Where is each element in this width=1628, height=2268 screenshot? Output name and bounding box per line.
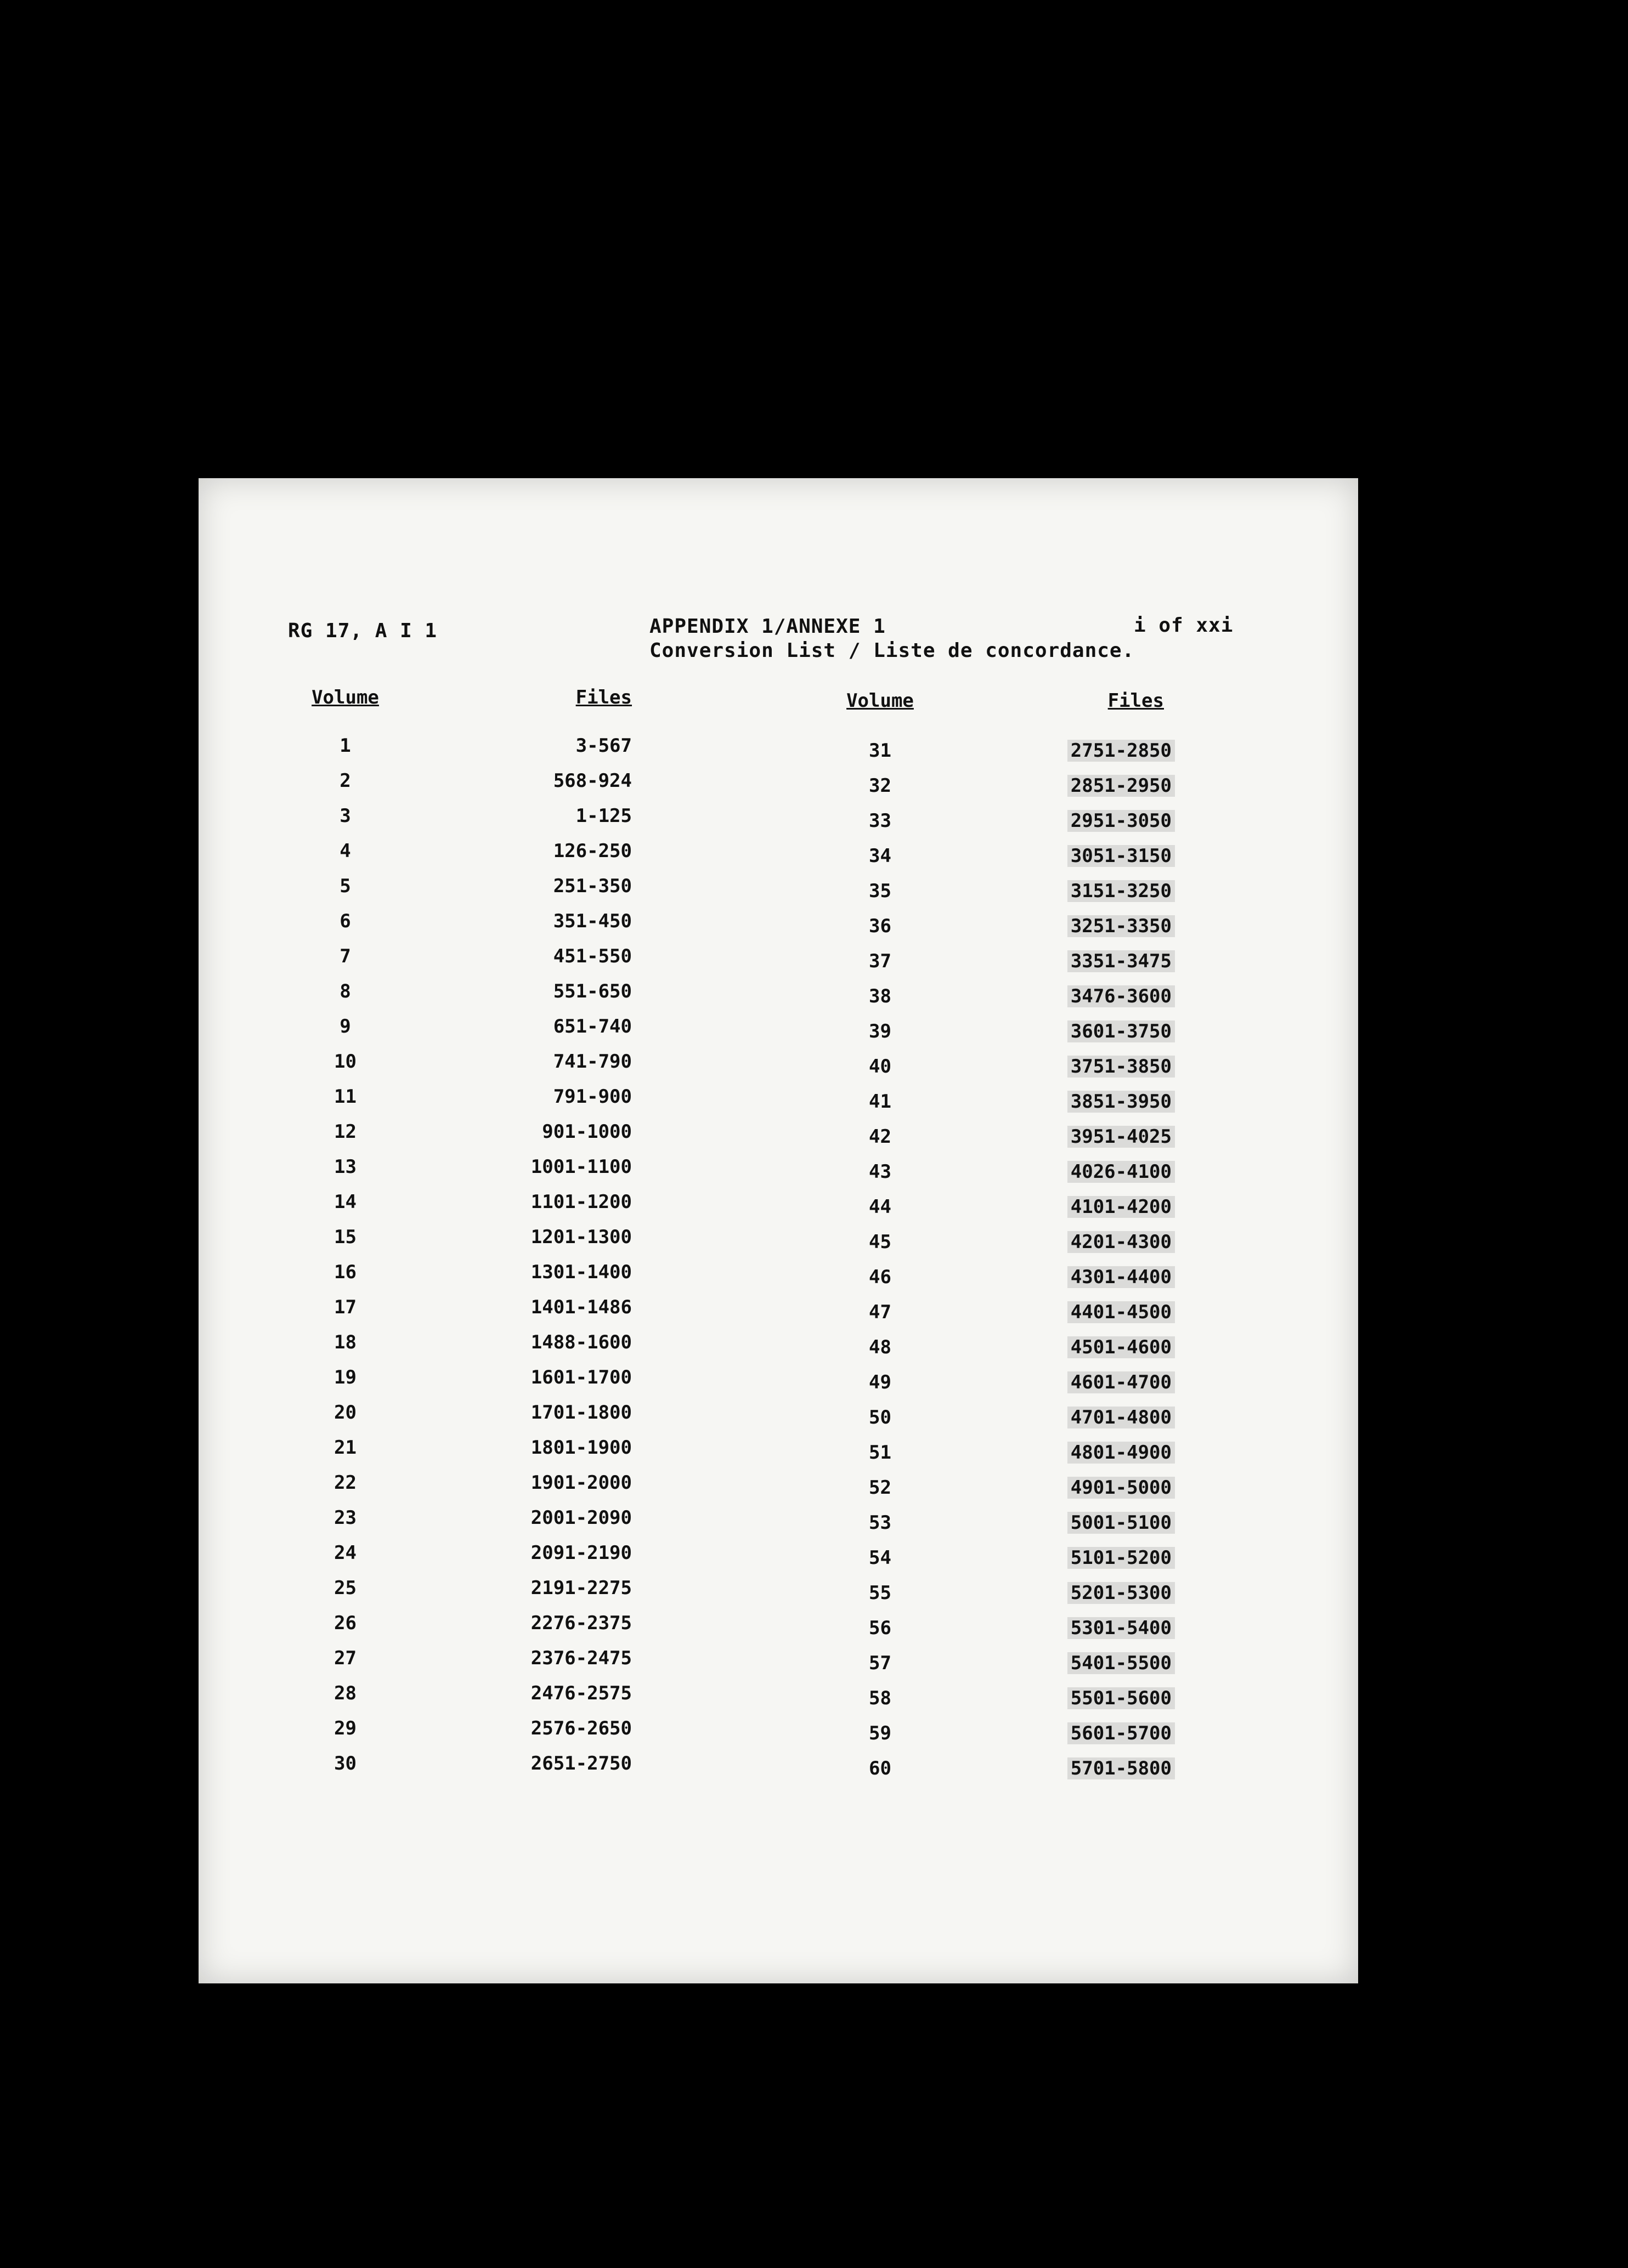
file-range: 901-1000: [542, 1121, 632, 1143]
file-range: [1010, 1365, 1175, 1400]
volume-number: 12: [334, 1121, 357, 1143]
volume-number: 5: [340, 875, 351, 897]
volume-number: 22: [334, 1472, 357, 1494]
list-subtitle: Conversion List / Liste de concordance.: [649, 639, 1135, 662]
file-range-text: 4501-4600: [1067, 1336, 1175, 1358]
file-range: [1010, 1014, 1175, 1049]
volume-number: 24: [334, 1542, 357, 1564]
file-range: [1010, 1189, 1175, 1224]
file-range: [1010, 1611, 1175, 1646]
file-range: [1010, 1575, 1175, 1611]
file-range-text: 5001-5100: [1067, 1512, 1175, 1534]
file-range: [1010, 1681, 1175, 1716]
file-range: [1010, 944, 1175, 979]
file-range: 451-550: [553, 945, 632, 967]
file-range: [1010, 1505, 1175, 1540]
file-range: [1010, 803, 1175, 838]
volume-number: 56: [869, 1617, 891, 1639]
volume-number: 36: [869, 915, 891, 937]
file-range: 1001-1100: [530, 1156, 632, 1178]
files-list-left: [495, 728, 632, 1781]
file-range: [1010, 838, 1175, 874]
file-range-text: 3476-3600: [1067, 985, 1175, 1007]
volume-list-left: [308, 728, 382, 1781]
volume-number: 29: [334, 1717, 357, 1739]
file-range: 2576-2650: [530, 1717, 632, 1739]
file-range: [1010, 874, 1175, 909]
volume-column-header-left: Volume: [312, 687, 379, 708]
volume-number: 23: [334, 1507, 357, 1529]
file-range: 3-567: [575, 735, 632, 757]
file-range: 1201-1300: [530, 1226, 632, 1248]
volume-number: 34: [869, 845, 891, 867]
volume-number: 14: [334, 1191, 357, 1213]
file-range: 2001-2090: [530, 1507, 632, 1529]
volume-number: 6: [340, 910, 351, 932]
file-range-text: 2751-2850: [1067, 740, 1175, 762]
file-range-text: 5201-5300: [1067, 1582, 1175, 1604]
file-range-text: 4201-4300: [1067, 1231, 1175, 1253]
file-range: [1010, 1224, 1175, 1260]
volume-number: 60: [869, 1757, 891, 1779]
volume-number: 50: [869, 1407, 891, 1428]
volume-number: 35: [869, 880, 891, 902]
volume-number: 30: [334, 1753, 357, 1774]
file-range-text: 3951-4025: [1067, 1126, 1175, 1148]
volume-number: 15: [334, 1226, 357, 1248]
files-column-header-right: Files: [1107, 690, 1164, 712]
file-range: [1010, 1716, 1175, 1751]
file-range-text: 4801-4900: [1067, 1442, 1175, 1464]
volume-number: 54: [869, 1547, 891, 1569]
file-range-text: 5101-5200: [1067, 1547, 1175, 1569]
file-range: 791-900: [553, 1086, 632, 1108]
volume-number: 32: [869, 775, 891, 797]
file-range-text: 4401-4500: [1067, 1301, 1175, 1323]
file-range-text: 3601-3750: [1067, 1020, 1175, 1042]
file-range: 2651-2750: [530, 1753, 632, 1774]
file-range: 568-924: [553, 770, 632, 792]
file-range: [1010, 979, 1175, 1014]
file-range: [1010, 1154, 1175, 1189]
volume-number: 20: [334, 1402, 357, 1424]
volume-number: 41: [869, 1091, 891, 1113]
file-range: 1-125: [575, 805, 632, 827]
file-range: [1010, 1540, 1175, 1575]
file-range-text: 3351-3475: [1067, 950, 1175, 972]
file-range: 1101-1200: [530, 1191, 632, 1213]
file-range: 2476-2575: [530, 1682, 632, 1704]
file-range: [1010, 733, 1175, 768]
file-range-text: 4301-4400: [1067, 1266, 1175, 1288]
appendix-title: APPENDIX 1/ANNEXE 1: [649, 615, 886, 638]
file-range: 2376-2475: [530, 1647, 632, 1669]
file-range-text: 4026-4100: [1067, 1161, 1175, 1183]
file-range: [1010, 1330, 1175, 1365]
volume-number: 33: [869, 810, 891, 832]
file-range-text: 4101-4200: [1067, 1196, 1175, 1218]
page-number: i of xxi: [1134, 614, 1234, 637]
file-range-text: 4601-4700: [1067, 1371, 1175, 1393]
file-range: 1701-1800: [530, 1402, 632, 1424]
file-range: 1601-1700: [530, 1367, 632, 1388]
volume-number: 38: [869, 985, 891, 1007]
file-range-text: 5301-5400: [1067, 1617, 1175, 1639]
volume-number: 11: [334, 1086, 357, 1108]
volume-column-header-right: Volume: [846, 690, 914, 712]
volume-number: 18: [334, 1331, 357, 1353]
files-list-right: [1010, 733, 1175, 1786]
volume-number: 2: [340, 770, 351, 792]
volume-number: 10: [334, 1051, 357, 1073]
file-range: 741-790: [553, 1051, 632, 1073]
file-range: [1010, 1470, 1175, 1505]
file-range: [1010, 1400, 1175, 1435]
document-page: [199, 478, 1358, 1983]
volume-number: 52: [869, 1477, 891, 1499]
volume-number: 16: [334, 1261, 357, 1283]
volume-number: 47: [869, 1301, 891, 1323]
file-range-text: 2851-2950: [1067, 775, 1175, 797]
file-range: [1010, 1119, 1175, 1154]
volume-number: 17: [334, 1296, 357, 1318]
volume-number: 31: [869, 740, 891, 762]
file-range: 251-350: [553, 875, 632, 897]
file-range: [1010, 768, 1175, 803]
volume-number: 4: [340, 840, 351, 862]
volume-number: 8: [340, 980, 351, 1002]
file-range-text: 2951-3050: [1067, 810, 1175, 832]
file-range-text: 5701-5800: [1067, 1757, 1175, 1779]
file-range-text: 5501-5600: [1067, 1687, 1175, 1709]
file-range: [1010, 1084, 1175, 1119]
file-range-text: 3051-3150: [1067, 845, 1175, 867]
file-range: [1010, 1260, 1175, 1295]
volume-number: 7: [340, 945, 351, 967]
file-range: [1010, 909, 1175, 944]
file-range: 2091-2190: [530, 1542, 632, 1564]
file-range-text: 4701-4800: [1067, 1407, 1175, 1428]
file-range-text: 3251-3350: [1067, 915, 1175, 937]
volume-number: 27: [334, 1647, 357, 1669]
volume-number: 13: [334, 1156, 357, 1178]
file-range: [1010, 1435, 1175, 1470]
volume-list-right: [843, 733, 917, 1786]
volume-number: 26: [334, 1612, 357, 1634]
file-range-text: 5401-5500: [1067, 1652, 1175, 1674]
volume-number: 42: [869, 1126, 891, 1148]
file-range: 1301-1400: [530, 1261, 632, 1283]
volume-number: 59: [869, 1722, 891, 1744]
volume-number: 39: [869, 1020, 891, 1042]
file-range-text: 4901-5000: [1067, 1477, 1175, 1499]
file-range: 551-650: [553, 980, 632, 1002]
file-range-text: 3151-3250: [1067, 880, 1175, 902]
file-range-text: 3851-3950: [1067, 1091, 1175, 1113]
volume-number: 3: [340, 805, 351, 827]
record-group-reference: RG 17, A I 1: [288, 620, 438, 642]
volume-number: 51: [869, 1442, 891, 1464]
file-range: [1010, 1751, 1175, 1786]
volume-number: 48: [869, 1336, 891, 1358]
volume-number: 53: [869, 1512, 891, 1534]
file-range: [1010, 1646, 1175, 1681]
file-range: 2276-2375: [530, 1612, 632, 1634]
file-range: [1010, 1049, 1175, 1084]
file-range: [1010, 1295, 1175, 1330]
volume-number: 40: [869, 1056, 891, 1078]
file-range: 1401-1486: [530, 1296, 632, 1318]
files-column-header-left: Files: [575, 687, 632, 708]
volume-number: 44: [869, 1196, 891, 1218]
volume-number: 49: [869, 1371, 891, 1393]
file-range: 1488-1600: [530, 1331, 632, 1353]
volume-number: 9: [340, 1016, 351, 1037]
volume-number: 43: [869, 1161, 891, 1183]
volume-number: 1: [340, 735, 351, 757]
volume-number: 45: [869, 1231, 891, 1253]
volume-number: 19: [334, 1367, 357, 1388]
volume-number: 28: [334, 1682, 357, 1704]
volume-number: 37: [869, 950, 891, 972]
volume-number: 58: [869, 1687, 891, 1709]
file-range: 351-450: [553, 910, 632, 932]
file-range: 2191-2275: [530, 1577, 632, 1599]
file-range: 1801-1900: [530, 1437, 632, 1459]
file-range: 1901-2000: [530, 1472, 632, 1494]
file-range: 126-250: [553, 840, 632, 862]
volume-number: 55: [869, 1582, 891, 1604]
file-range-text: 5601-5700: [1067, 1722, 1175, 1744]
file-range-text: 3751-3850: [1067, 1056, 1175, 1078]
volume-number: 46: [869, 1266, 891, 1288]
volume-number: 25: [334, 1577, 357, 1599]
volume-number: 57: [869, 1652, 891, 1674]
volume-number: 21: [334, 1437, 357, 1459]
file-range: 651-740: [553, 1016, 632, 1037]
